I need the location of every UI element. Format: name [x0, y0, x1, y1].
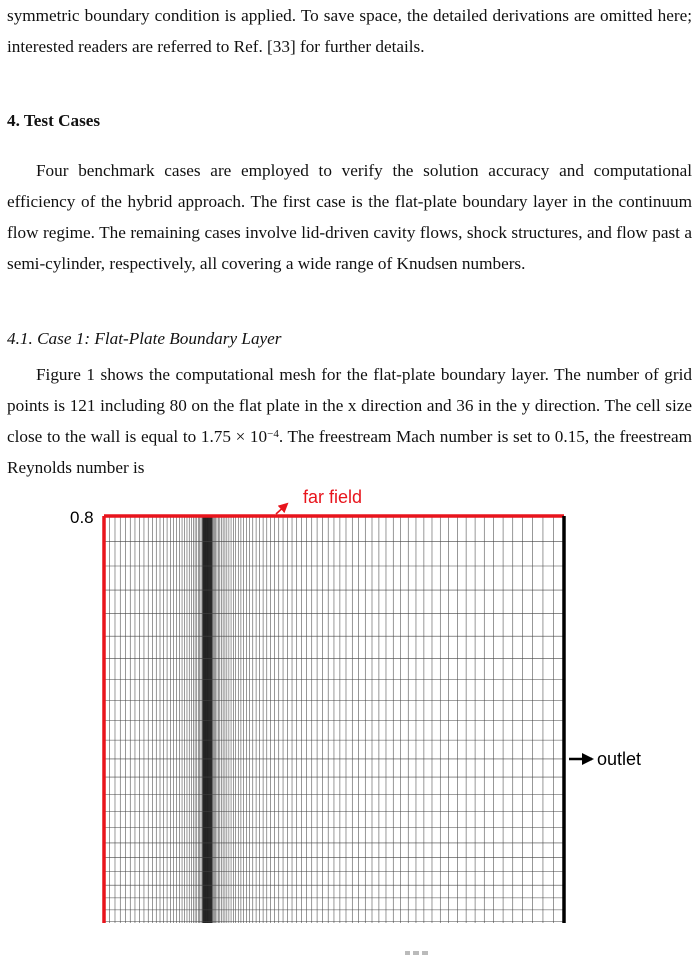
paragraph-mesh	[7, 359, 692, 483]
paragraph-intro	[7, 0, 692, 62]
mesh-grid	[104, 516, 564, 923]
paragraph-mesh-text-b: . The freestream Mach number is set to 0.15, the freestream Reynolds number is	[7, 427, 692, 477]
outlet-label: outlet	[597, 749, 642, 769]
mesh-figure-svg	[0, 483, 699, 923]
subsection-title: 4.1. Case 1: Flat-Plate Boundary Layer	[7, 329, 282, 348]
far-field-arrow	[276, 504, 287, 514]
section-title: 4. Test Cases	[7, 111, 101, 130]
y-tick-top: 0.8	[70, 508, 94, 527]
mesh-figure	[0, 483, 699, 923]
paragraph-mesh-text-a: Figure 1 shows the computational mesh for the flat-plate boundary layer. The number of grid points is 121 including 80 on the flat plate in the x direction and 36 in the y direction. The cell size close to the wall is equal to 1.75 × 10	[7, 365, 692, 446]
exponent: −4	[267, 428, 279, 440]
paragraph-intro-text: symmetric boundary condition is applied. To save space, the detailed derivations are omitted here; interested readers are referred to Ref. [33] for further details.	[7, 6, 692, 56]
far-field-label: far field	[303, 487, 363, 507]
caption-fragment	[405, 942, 429, 946]
paragraph-test-cases-text: Four benchmark cases are employed to verify the solution accuracy and computational efficiency of the hybrid approach. The first case is the flat-plate boundary layer in the continuum flow regime. The remaining cases involve lid-driven cavity flows, shock structures, and flow past a semi-cylinder, respectively, all covering a wide range of Knudsen numbers.	[7, 161, 692, 273]
paragraph-test-cases	[7, 155, 692, 279]
